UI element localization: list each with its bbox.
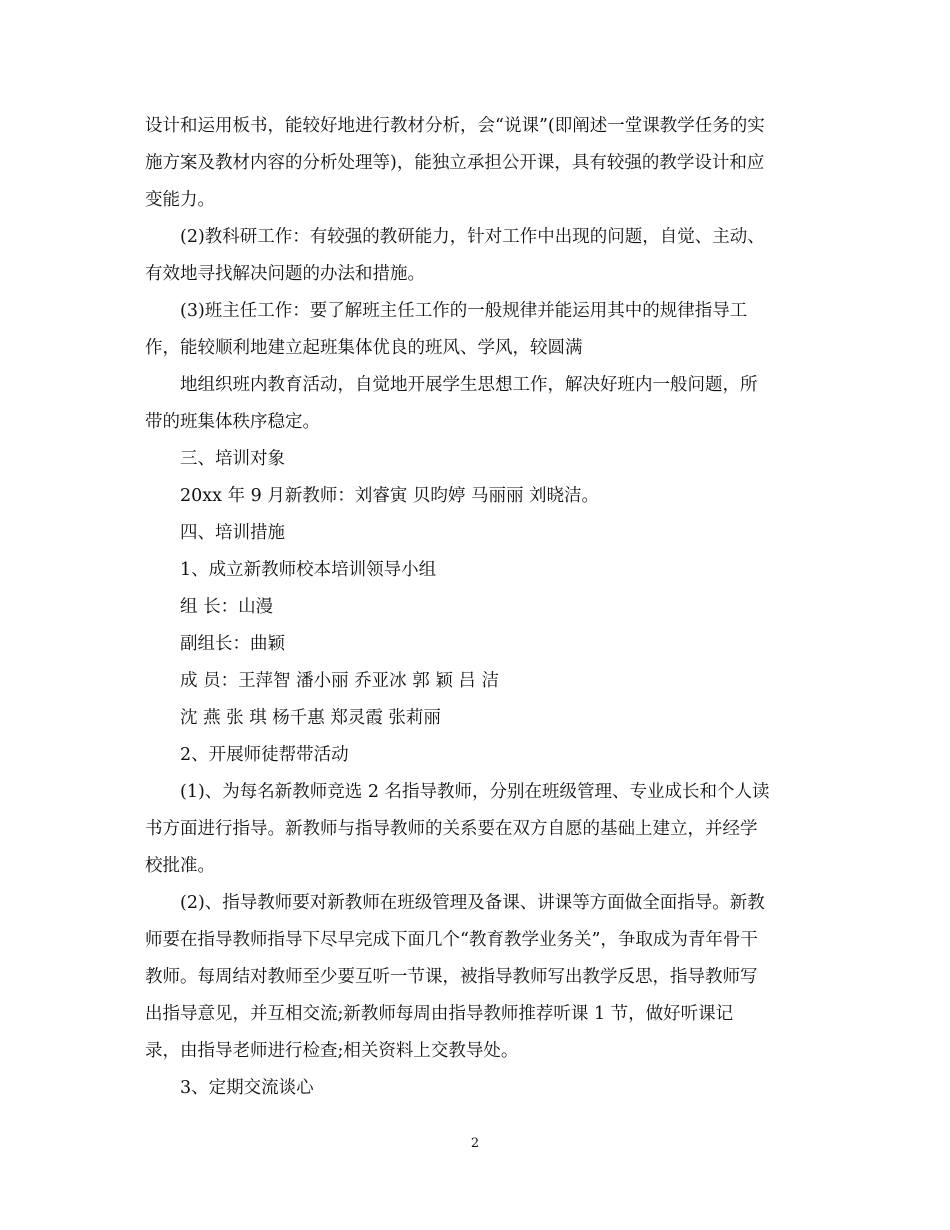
section-heading: 三、培训对象 [180, 449, 285, 469]
body-text-line: 带的班集体秩序稳定。 [145, 412, 320, 432]
page-number: 2 [470, 1136, 480, 1151]
body-text-line: (2)教科研工作：有较强的教研能力，针对工作中出现的问题，自觉、主动、 [180, 227, 765, 247]
body-text-line: 书方面进行指导。新教师与指导教师的关系要在双方自愿的基础上建立，并经学 [145, 819, 758, 839]
body-text-line: (2)、指导教师要对新教师在班级管理及备课、讲课等方面做全面指导。新教 [180, 893, 765, 913]
body-text-line: 师要在指导教师指导下尽早完成下面几个“教育教学业务关”，争取成为青年骨干 [145, 930, 758, 950]
body-text-line: 20xx 年 9 月新教师：刘睿寅 贝昀婷 马丽丽 刘晓洁。 [180, 486, 600, 506]
body-text-line: 教师。每周结对教师至少要互听一节课，被指导教师写出教学反思，指导教师写 [145, 967, 758, 987]
subsection-heading: 2、开展师徒帮带活动 [180, 745, 349, 765]
body-text-line: 作，能较顺利地建立起班集体优良的班风、学风，较圆满 [145, 338, 583, 358]
body-text-line: (3)班主任工作：要了解班主任工作的一般规律并能运用其中的规律指导工 [180, 301, 748, 321]
body-text-line: 组 长：山漫 [180, 597, 274, 617]
body-text-line: 出指导意见，并互相交流;新教师每周由指导教师推荐听课 1 节，做好听课记 [145, 1004, 734, 1024]
body-text-line: 沈 燕 张 琪 杨千惠 郑灵霞 张莉丽 [180, 708, 441, 728]
subsection-heading: 3、定期交流谈心 [180, 1078, 314, 1098]
body-text-line: 成 员：王萍智 潘小丽 乔亚冰 郭 颖 吕 洁 [180, 671, 499, 691]
body-text-line: 施方案及教材内容的分析处理等)，能独立承担公开课，具有较强的教学设计和应 [145, 153, 765, 173]
body-text-line: 设计和运用板书，能较好地进行教材分析，会“说课”(即阐述一堂课教学任务的实 [145, 116, 765, 136]
body-text-line: 校批准。 [145, 856, 215, 876]
body-text-line: 变能力。 [145, 190, 215, 210]
body-text-line: 录，由指导老师进行检查;相关资料上交教导处。 [145, 1041, 519, 1061]
subsection-heading: 1、成立新教师校本培训领导小组 [180, 560, 437, 580]
body-text-line: 地组织班内教育活动，自觉地开展学生思想工作，解决好班内一般问题，所 [180, 375, 758, 395]
body-text-line: 副组长：曲颖 [180, 634, 285, 654]
section-heading: 四、培训措施 [180, 523, 285, 543]
body-text-line: (1)、为每名新教师竞选 2 名指导教师，分别在班级管理、专业成长和个人读 [180, 782, 770, 802]
body-text-line: 有效地寻找解决问题的办法和措施。 [145, 264, 425, 284]
